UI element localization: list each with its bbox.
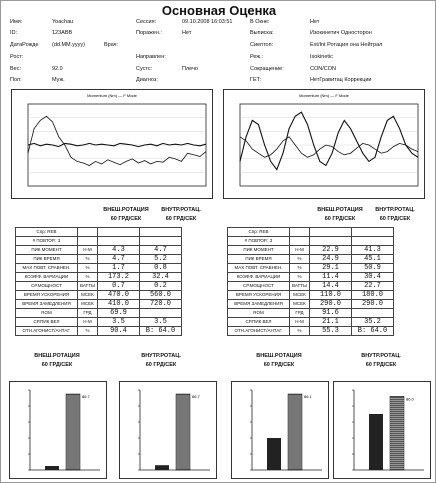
torque-plot-left: [11, 89, 213, 199]
row-unit-left: МСЕК: [78, 299, 98, 308]
bar-title-4: [331, 353, 431, 368]
row-unit-left: Н-М: [78, 245, 98, 254]
table-row: [16, 254, 182, 263]
col-header-int-left-speed: 60 ГРД/СЕК: [165, 216, 197, 222]
row-unit-left: ВАТТЫ: [78, 281, 98, 290]
row-unit-left: %: [78, 254, 98, 263]
doctor-label: Врач:: [104, 42, 119, 48]
int-value-left: 5.2: [139, 254, 181, 263]
row-label-left: ПИК МОМЕНТ: [16, 245, 78, 254]
int-value-right: 35.2: [351, 317, 393, 326]
ext-value-right: 14.4: [309, 281, 351, 290]
int-value-right: [351, 308, 393, 317]
row-label-left: СР.ПИК ВЕЛ: [16, 317, 78, 326]
row-unit-right: %: [290, 263, 310, 272]
table-row: [228, 299, 394, 308]
gravity-value: НетГравитац Коррекции: [310, 77, 372, 83]
table-row: [16, 281, 182, 290]
table-row: [16, 308, 182, 317]
row-unit-right: Н-М: [290, 317, 310, 326]
row-label-right: ОТН.АГОНИСТ/АНТАГ.: [228, 326, 290, 335]
int-value-left: 560.0: [139, 290, 181, 299]
row-label-left: МАХ ПОВТ. СРАВНЕН.: [16, 263, 78, 272]
ext-value-right: 11.4: [309, 272, 351, 281]
ext-value-left: [97, 228, 139, 237]
row-unit-right: %: [290, 326, 310, 335]
window-value: Нет: [310, 19, 320, 25]
int-value-left: 0.2: [139, 281, 181, 290]
row-label-right: ВРЕМЯ УСКОРЕНИЯ: [228, 290, 290, 299]
ext-value-left: [97, 236, 139, 245]
contraction-value: CON/CON: [310, 66, 336, 72]
int-value-left: [139, 236, 181, 245]
bar-title-4-line1: ВНУТР.РОТАЦ.: [361, 353, 401, 359]
int-value-right: [351, 228, 393, 237]
bar-big-label: 86.7: [82, 394, 90, 399]
row-unit-right: [290, 236, 310, 245]
ext-value-left: 4.3: [97, 245, 139, 254]
sex-label: Пол:: [10, 77, 22, 83]
table-row: [16, 245, 182, 254]
weight-label: Вес:: [10, 66, 22, 72]
table-row: [16, 228, 182, 237]
col-header-ext-left-speed: 60 ГРД/СЕК: [110, 216, 142, 222]
int-value-left: [139, 308, 181, 317]
plot-caption: Momentum (Nm) — F Mode: [87, 93, 137, 98]
diagnosis-label: Диагноз:: [136, 77, 158, 83]
row-unit-right: МСЕК: [290, 299, 310, 308]
ext-value-right: 110.0: [309, 290, 351, 299]
mode-value: Isokinetic: [310, 54, 333, 60]
ext-value-left: 4.7: [97, 254, 139, 263]
session-value: 09.10.2008 16:03:51: [182, 19, 233, 25]
bar-small: [155, 465, 169, 470]
row-unit-left: ГРД: [78, 308, 98, 317]
injury-label: Поражен.:: [136, 30, 162, 36]
bar-chart-2: [119, 381, 217, 479]
bar-title-2: [111, 353, 211, 368]
row-unit-left: %: [78, 326, 98, 335]
int-value-left: 32.4: [139, 272, 181, 281]
row-label-left: Спр: REB: [16, 228, 78, 237]
row-label-right: СР.ПИК ВЕЛ: [228, 317, 290, 326]
sex-value: Муж.: [52, 77, 65, 83]
row-label-left: ПИК ВРЕМЯ: [16, 254, 78, 263]
col-header-int-right: ВНУТР.РОТАЦ.: [375, 207, 415, 213]
ext-value-left: 0.7: [97, 281, 139, 290]
col-header-ext-right: ВНЕШ.РОТАЦИЯ: [317, 207, 363, 213]
page-title: Основная Оценка: [161, 3, 277, 18]
row-unit-left: МСЕК: [78, 290, 98, 299]
bar-title-4-line2: 60 ГРД/СЕК: [365, 362, 397, 368]
window-label: В Окне:: [250, 19, 270, 25]
row-label-right: СР.МОЩНОСТ: [228, 281, 290, 290]
row-unit-right: ГРД: [290, 308, 310, 317]
ext-value-right: 29.1: [309, 263, 351, 272]
table-row: [228, 272, 394, 281]
height-label: Рост:: [10, 54, 24, 60]
row-unit-right: МСЕК: [290, 290, 310, 299]
int-value-left: 720.0: [139, 299, 181, 308]
torque-plot-right: [223, 89, 425, 199]
col-header-int-right-speed: 60 ГРД/СЕК: [379, 216, 411, 222]
table-row: [16, 290, 182, 299]
table-row: [228, 317, 394, 326]
ext-value-left: 69.9: [97, 308, 139, 317]
bar-svg-2: [120, 382, 216, 478]
table-row: [228, 263, 394, 272]
ext-value-left: 1.7: [97, 263, 139, 272]
ext-value-right: 290.0: [309, 299, 351, 308]
output-label: Выписка:: [250, 30, 274, 36]
row-label-left: СР.МОЩНОСТ: [16, 281, 78, 290]
row-label-left: ОТН.АГОНИСТ/АНТАГ.: [16, 326, 78, 335]
row-unit-left: [78, 228, 98, 237]
col-header-ext-left: ВНЕШ.РОТАЦИЯ: [103, 207, 149, 213]
name-value: Yoachau: [52, 19, 74, 25]
bar-big: [390, 396, 404, 470]
table-row: [16, 317, 182, 326]
row-unit-left: [78, 236, 98, 245]
table-row: [228, 290, 394, 299]
row-unit-right: [290, 228, 310, 237]
int-value-left: [139, 228, 181, 237]
ext-value-right: 21.1: [309, 317, 351, 326]
table-row: [16, 326, 182, 335]
joint-value: Плечо: [182, 66, 198, 72]
session-label: Сессия:: [136, 19, 157, 25]
row-unit-right: ВАТТЫ: [290, 281, 310, 290]
int-value-left: 0.8: [139, 263, 181, 272]
int-value-left: В: 64.0: [139, 326, 181, 335]
table-row: [228, 236, 394, 245]
bar-big-label: 86.1: [304, 394, 312, 399]
plot-svg-left: [12, 90, 212, 198]
row-label-left: ROM: [16, 308, 78, 317]
ext-value-left: 3.5: [97, 317, 139, 326]
int-value-right: В: 64.0: [351, 326, 393, 335]
table-row: [228, 228, 394, 237]
int-value-right: 41.3: [351, 245, 393, 254]
bar-title-2-line2: 60 ГРД/СЕК: [145, 362, 177, 368]
row-unit-right: %: [290, 272, 310, 281]
table-row: [16, 299, 182, 308]
row-unit-left: %: [78, 272, 98, 281]
plot-caption: Momentum (Nm) — F Mode: [299, 93, 349, 98]
col-header-int-left: ВНУТР.РОТАЦ.: [161, 207, 201, 213]
direction-label: Направлен:: [136, 54, 166, 60]
row-unit-left: %: [78, 263, 98, 272]
contraction-label: Сокращение:: [250, 66, 284, 72]
ext-value-left: 470.0: [97, 290, 139, 299]
results-table-right: [227, 227, 394, 336]
bar-chart-3: [231, 381, 329, 479]
torque-curve-1: [28, 143, 206, 146]
joint-label: Сустс:: [136, 66, 153, 72]
table-row: [16, 272, 182, 281]
row-label-right: ПИК МОМЕНТ: [228, 245, 290, 254]
ext-value-right: 91.6: [309, 308, 351, 317]
pattern-label: Сиептоп:: [250, 42, 274, 48]
row-label-right: # ПОВТОР.: 3: [228, 236, 290, 245]
bar-svg-3: [232, 382, 328, 478]
output-value: Изокинетич Односторон: [310, 30, 372, 36]
results-table-left: [15, 227, 182, 336]
torque-curve-2: [28, 116, 206, 165]
bar-svg-4: [334, 382, 430, 478]
bar-small: [45, 466, 59, 470]
torque-curve-2: [240, 137, 418, 158]
ext-value-right: [309, 228, 351, 237]
ext-value-left: 173.2: [97, 272, 139, 281]
dob-hint: (dd.MM.yyyy): [52, 42, 85, 48]
int-value-right: 22.7: [351, 281, 393, 290]
ext-value-left: 410.0: [97, 299, 139, 308]
int-value-right: 30.4: [351, 272, 393, 281]
injury-value: Нет: [182, 30, 192, 36]
mode-label: Реж.:: [250, 54, 264, 60]
pattern-value: Ext/Int Ротация она Нейтрал: [310, 42, 383, 48]
int-value-right: 290.0: [351, 299, 393, 308]
row-unit-right: %: [290, 254, 310, 263]
row-label-left: КОЭФФ. ВАРИАЦИИ: [16, 272, 78, 281]
int-value-right: 180.0: [351, 290, 393, 299]
row-label-right: ROM: [228, 308, 290, 317]
table-row: [228, 281, 394, 290]
ext-value-right: 55.3: [309, 326, 351, 335]
table-row: [228, 245, 394, 254]
col-header-ext-right-speed: 60 ГРД/СЕК: [324, 216, 356, 222]
int-value-right: 45.1: [351, 254, 393, 263]
ext-value-right: 24.9: [309, 254, 351, 263]
bar-small: [267, 438, 281, 470]
table-row: [228, 254, 394, 263]
table-row: [228, 326, 394, 335]
ext-value-right: [309, 236, 351, 245]
bar-title-3-line1: ВНЕШ.РОТАЦИЯ: [256, 353, 302, 359]
row-label-left: ВРЕМЯ УСКОРЕНИЯ: [16, 290, 78, 299]
bar-svg-1: [10, 382, 106, 478]
bar-title-1-line1: ВНЕШ.РОТАЦИЯ: [34, 353, 80, 359]
dob-label: ДатаРожде: [10, 42, 39, 48]
int-value-right: [351, 236, 393, 245]
name-label: Имя:: [10, 19, 23, 25]
gravity-label: ГЕТ:: [250, 77, 262, 83]
row-unit-left: Н-М: [78, 317, 98, 326]
bar-title-3-line2: 60 ГРД/СЕК: [263, 362, 295, 368]
weight-value: 92.0: [52, 66, 63, 72]
bar-title-1: [7, 353, 107, 368]
table-row: [16, 263, 182, 272]
id-label: ID:: [10, 30, 18, 36]
bar-title-2-line1: ВНУТР.РОТАЦ.: [141, 353, 181, 359]
ext-value-right: 22.9: [309, 245, 351, 254]
plot-svg-right: [224, 90, 424, 198]
row-unit-right: Н-М: [290, 245, 310, 254]
row-label-right: КОЭФФ. ВАРИАЦИИ: [228, 272, 290, 281]
bar-big-label: 86.7: [192, 394, 200, 399]
ext-value-left: 90.4: [97, 326, 139, 335]
row-label-right: МАХ ПОВТ. СРАВНЕН.: [228, 263, 290, 272]
bar-chart-4: [333, 381, 431, 479]
int-value-left: 4.7: [139, 245, 181, 254]
row-label-left: # ПОВТОР.: 3: [16, 236, 78, 245]
bar-title-3: [229, 353, 329, 368]
int-value-left: 3.5: [139, 317, 181, 326]
bar-small: [369, 414, 383, 470]
row-label-left: ВРЕМЯ ЗАМЕДЛЕНИЯ: [16, 299, 78, 308]
torque-curve-1: [240, 112, 418, 169]
row-label-right: ВРЕМЯ ЗАМЕДЛЕНИЯ: [228, 299, 290, 308]
id-value: 123ABB: [52, 30, 73, 36]
bar-big-label: 86.0: [406, 396, 414, 402]
bar-title-1-line2: 60 ГРД/СЕК: [41, 362, 73, 368]
table-row: [228, 308, 394, 317]
patient-info: [4, 19, 434, 89]
int-value-right: 50.9: [351, 263, 393, 272]
row-label-right: Спр: REB: [228, 228, 290, 237]
bar-chart-1: [9, 381, 107, 479]
table-row: [16, 236, 182, 245]
row-label-right: ПИК ВРЕМЯ: [228, 254, 290, 263]
